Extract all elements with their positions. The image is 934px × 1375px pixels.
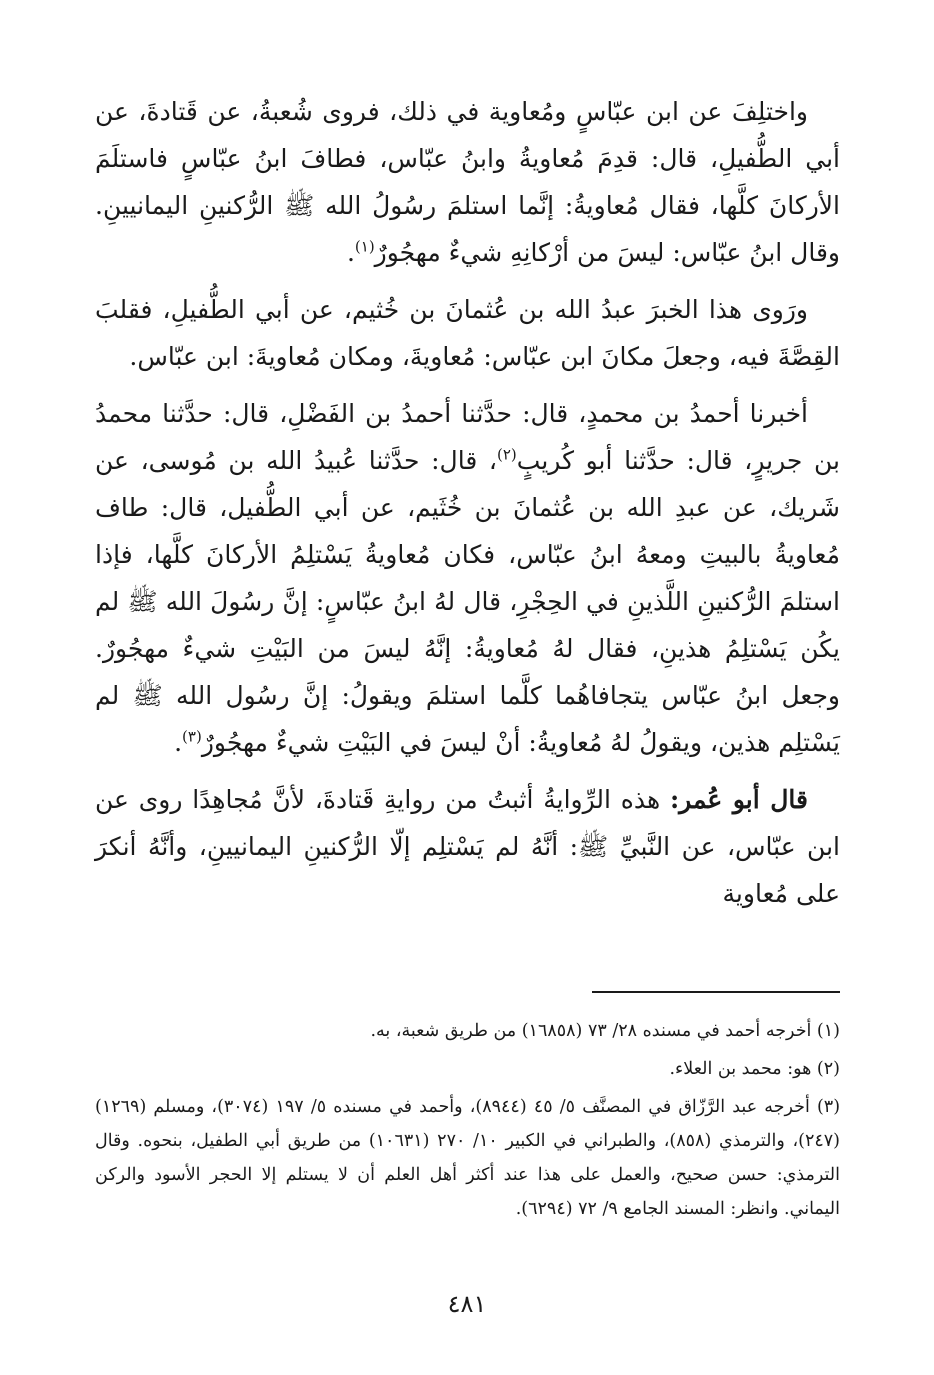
footnote-ref-2[interactable]: (٢) (497, 445, 517, 464)
paragraph-1 (95, 88, 840, 276)
paragraph-3 (95, 390, 840, 766)
page-number: ٤٨١ (447, 1290, 487, 1318)
paragraph-2-text: ورَوى هذا الخبرَ عبدُ الله بن عُثمانَ بن خُثيم، عن أبي الطُّفيلِ، فقلبَ القِصَّةَ فيه، وجعلَ مكانَ ابن عبّاس: مُعاويةَ، ومكان مُعاويةَ: ابن عبّاس. (95, 295, 840, 371)
footnotes (95, 1014, 840, 1230)
footnote-1: (١) أخرجه أحمد في مسنده ٢٨/ ٧٣ (١٦٨٥٨) من طريق شعبة، به. (370, 1021, 840, 1041)
paragraph-1-tail: . (346, 238, 355, 267)
main-text (95, 88, 840, 927)
paragraph-3-text: أخبرنا أحمدُ بن محمدٍ، قال: حدَّثنا أحمدُ بن الفَضْلِ، قال: حدَّثنا محمدُ بن جريرٍ، قال: حدَّثنا أبو كُريبٍ (95, 399, 840, 475)
paragraph-4-lead: قال أبو عُمر: (669, 785, 808, 814)
footnote-ref-3[interactable]: (٣) (182, 727, 202, 746)
footnote-2: (٢) هو: محمد بن العلاء. (669, 1059, 840, 1079)
paragraph-3-tail: ، قال: حدَّثنا عُبيدُ الله بن مُوسى، عن شَريك، عن عبدِ الله بن عُثمانَ بن خُثَيم، عن أبي الطُّفيل، قال: طاف مُعاويةُ بالبيتِ ومعهُ ابنُ عبّاس، فكان مُعاويةُ يَسْتلِمُ الأركانَ كلَّها، فإذا استلمَ الرُّكنينِ اللَّذينِ في الحِجْرِ، قال لهُ ابنُ عبّاسٍ: إنَّ رسُولَ الله ﷺ لم يكُن يَسْتلِمُ هذينِ، فقال لهُ مُعاويةُ: إنَّهُ ليسَ من البَيْتِ شيءٌ مهجُورٌ. وجعل ابنُ عبّاس يتجافاهُما كلَّما استلمَ ويقولُ: إنَّ رسُول الله ﷺ لم يَسْتلِم هذين، ويقولُ لهُ مُعاويةُ: أنْ ليسَ في البَيْتِ شيءٌ مهجُورٌ (95, 446, 840, 757)
footnote-divider (592, 991, 840, 993)
paragraph-4-text: هذه الرِّوايةُ أثبتُ من روايةِ قَتادةَ، لأنَّ مُجاهِدًا روى عن ابن عبّاس، عن النَّبيِّ ﷺ: أنَّهُ لم يَسْتلِم إلّا الرُّكنينِ اليمانيينِ، وأنَّهُ أنكرَ على مُعاوية (95, 785, 840, 908)
paragraph-3-tail-2: . (174, 728, 183, 757)
paragraph-2 (95, 286, 840, 380)
footnote-ref-1[interactable]: (١) (354, 237, 375, 256)
footnote-3: (٣) أخرجه عبد الرَّزّاق في المصنَّف ٥/ ٤٥ (٨٩٤٤)، وأحمد في مسنده ٥/ ١٩٧ (٣٠٧٤)، ومسلم (١٢٦٩) (٢٤٧)، والترمذي (٨٥٨)، والطبراني في الكبير ١٠/ ٢٧٠ (١٠٦٣١) من طريق أبي الطفيل، بنحوه. وقال الترمذي: حسن صحيح، والعمل على هذا عند أكثر أهل العلم أن لا يستلم إلا الحجر الأسود والركن اليماني. وانظر: المسند الجامع ٩/ ٧٢ (٦٢٩٤). (95, 1097, 841, 1219)
paragraph-1-text: واختلِفَ عن ابن عبّاسٍ ومُعاوية في ذلك، فروى شُعبةُ، عن قَتادةَ، عن أبي الطُّفيلِ، قال: قدِمَ مُعاويةُ وابنُ عبّاس، فطافَ ابنُ عبّاسٍ فاستلَمَ الأركانَ كلَّها، فقال مُعاويةُ: إنَّما استلمَ رسُولُ الله ﷺ الرُّكنينِ اليمانيينِ. وقال ابنُ عبّاس: ليسَ من أرْكانِهِ شيءٌ مهجُورٌ (95, 97, 840, 267)
paragraph-4 (95, 776, 840, 917)
